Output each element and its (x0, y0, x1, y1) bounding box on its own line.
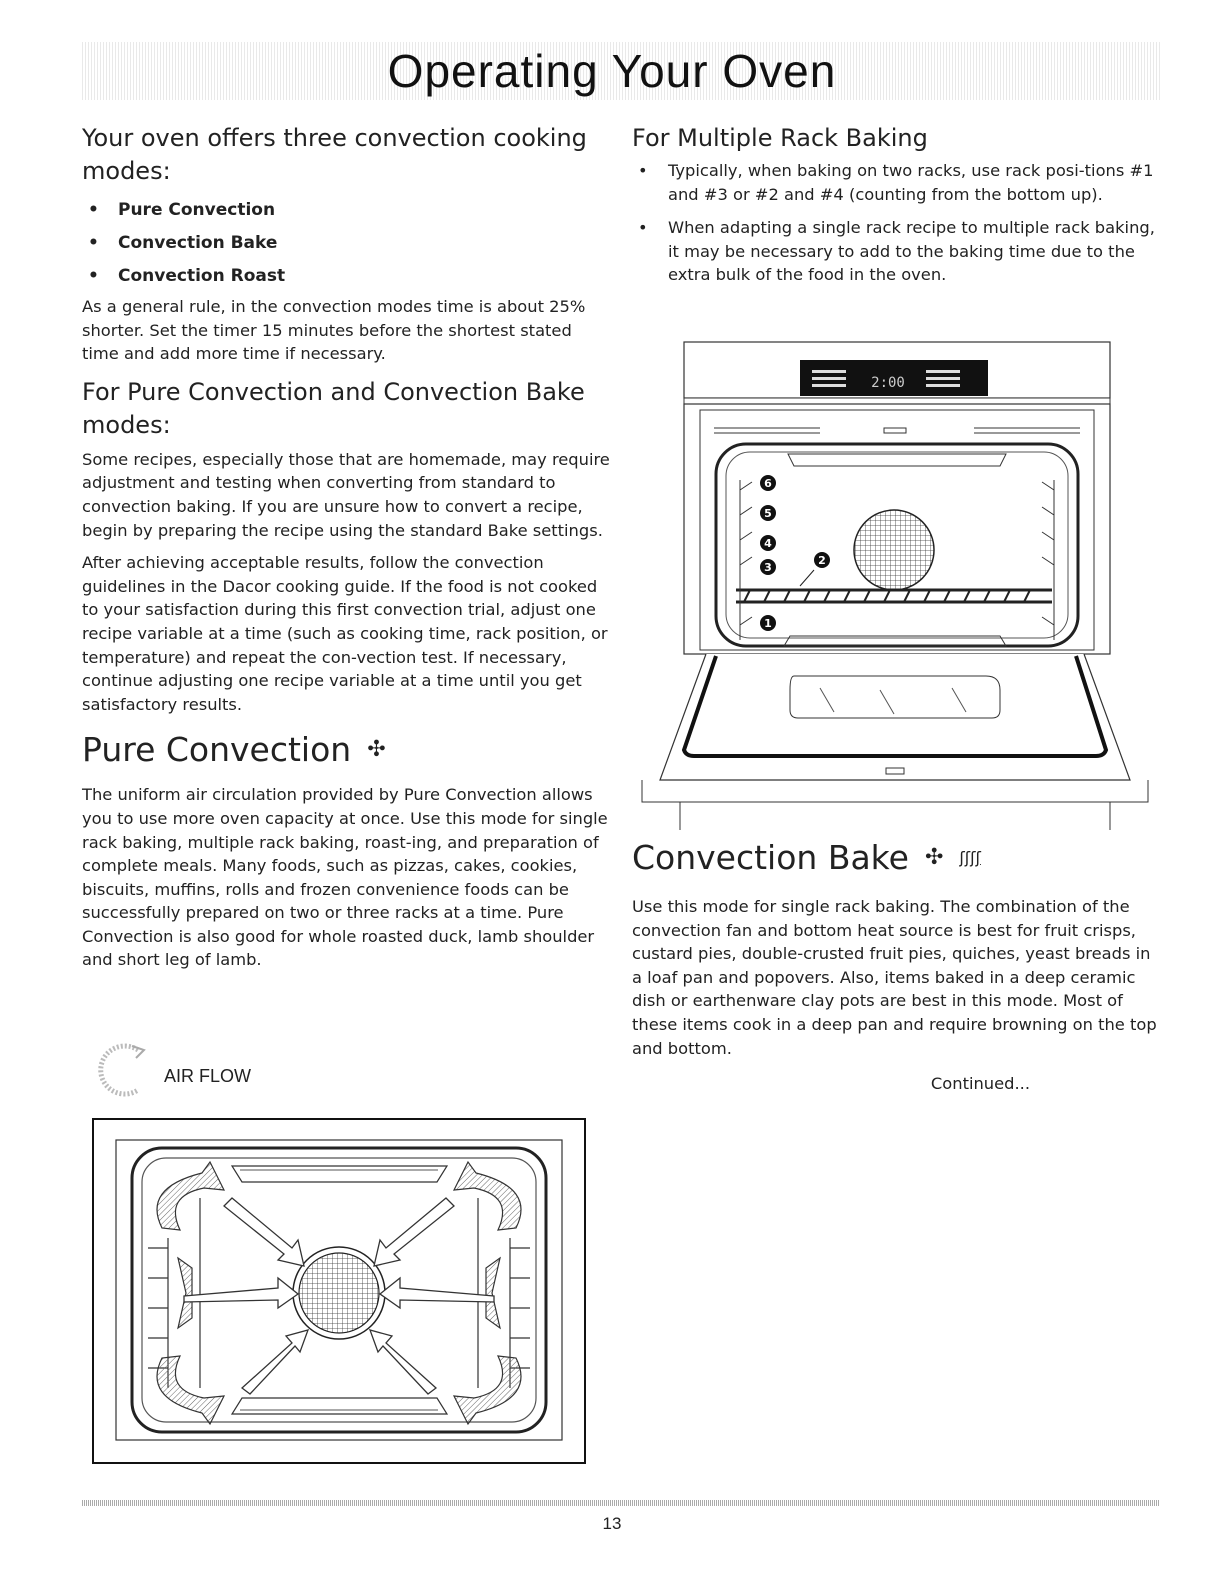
right-column (632, 122, 1160, 287)
rack-number: 1 (764, 617, 772, 630)
footer-band (82, 1500, 1160, 1506)
convection-bake-text: Use this mode for single rack baking. The combination of the convection fan and bottom heat source is best for fruit crisps, custard pies, double-crusted fruit pies, quiches, yeast breads in a loaf pan and popovers. Also, items baked in a deep ceramic dish or earthenware clay pots are best in this mode. Most of these items cook in a deep pan and require browning on the top and bottom. (632, 897, 1157, 1058)
rack-number: 6 (764, 477, 772, 490)
pure-convection-title: Pure Convection (82, 730, 352, 770)
pc-cb-paragraph-2: After achieving acceptable results, follow the convection guidelines in the Dacor cooking guide. If the food is not cooked to your satisfaction during this first convection trial, adjust one recipe variable at a time (such as cooking time, rack position, or temperature) and repeat the con-vection test. If necessary, continue adjusting one recipe variable at a time until you get satisfactory results. (82, 553, 608, 714)
rule-text: As a general rule, in the convection modes time is about 25% shorter. Set the timer 15 minutes before the shortest stated time and add more time if necessary. (82, 297, 586, 364)
oven-rack-diagram (640, 340, 1150, 834)
airflow-legend (92, 1040, 332, 1100)
fan-icon: ✣ (924, 845, 944, 870)
left-column (82, 122, 612, 972)
rack-number: 5 (764, 507, 772, 520)
page-title: Operating Your Oven (387, 45, 837, 97)
page-number: 13 (602, 1514, 622, 1533)
rack-number: 4 (764, 537, 772, 550)
convection-bake-section (632, 838, 1160, 1093)
pure-convection-text: The uniform air circulation provided by Pure Convection allows you to use more oven capacity at once. Use this mode for single rack baking, multiple rack baking, roast-ing, and preparation of complete meals. Many foods, such as pizzas, cakes, cookies, biscuits, muffins, rolls and frozen convenience foods can be successfully prepared on two or three racks at a time. Pure Convection is also good for whole roasted duck, lamb shoulder and short leg of lamb. (82, 785, 608, 970)
airflow-arrow-icon (92, 1040, 152, 1100)
fan-icon: ✣ (367, 737, 386, 763)
multi-rack-item: • When adapting a single rack recipe to multiple rack baking, it may be necessary to add to the baking time due to the extra bulk of the food in the oven. (632, 216, 1160, 287)
mode-item: • Pure Convection (82, 194, 612, 227)
mode-item: • Convection Roast (82, 260, 612, 293)
bottom-heat-icon: ʃʃʃʃ (959, 848, 981, 867)
intro-heading: Your oven offers three convection cooking modes: (82, 124, 587, 185)
mode-list (82, 194, 612, 293)
continued-label: Continued... (930, 1074, 1030, 1094)
pc-cb-heading: For Pure Convection and Convection Bake modes: (82, 377, 585, 439)
multi-rack-list (632, 159, 1160, 287)
pc-cb-paragraph-1: Some recipes, especially those that are homemade, may require adjustment and testing when converting from standard to convection baking. If you are unsure how to convert a recipe, begin by preparing the recipe using the standard Bake settings. (82, 449, 610, 540)
display-time: 2:00 (871, 375, 905, 391)
rack-number: 3 (764, 561, 772, 574)
convection-bake-title: Convection Bake (632, 838, 909, 877)
multi-rack-heading: For Multiple Rack Baking (632, 124, 928, 152)
airflow-diagram (92, 1118, 586, 1464)
rack-number: 2 (818, 554, 826, 567)
airflow-label: AIR FLOW (164, 1066, 252, 1086)
pure-convection-heading (82, 730, 612, 769)
multi-rack-item: • Typically, when baking on two racks, use rack posi-tions #1 and #3 or #2 and #4 (counting from the bottom up). (632, 159, 1160, 206)
mode-item: • Convection Bake (82, 227, 612, 260)
convection-bake-heading (632, 838, 1160, 877)
